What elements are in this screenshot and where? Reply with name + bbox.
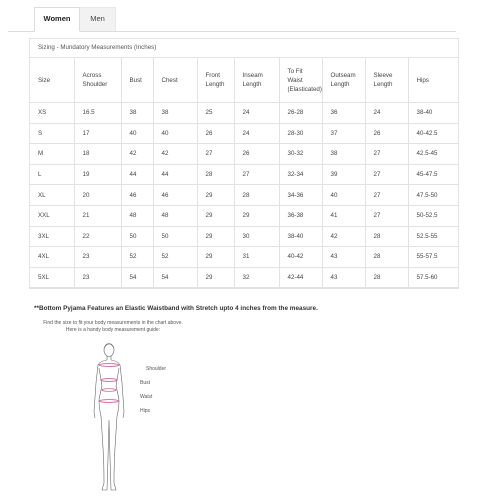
hips-label: Hips [140, 408, 151, 414]
measurement-cell: 50 [121, 226, 153, 247]
measurement-cell: 27 [234, 164, 279, 185]
size-cell: 4XL [30, 247, 74, 268]
measurement-cell: 26 [197, 123, 234, 144]
measurement-cell: 28 [365, 226, 408, 247]
measurement-cell: 43 [322, 267, 365, 288]
column-header-line: Inseam [242, 72, 263, 79]
measurement-cell: 28 [197, 164, 234, 185]
measurement-cell: 44 [153, 164, 197, 185]
size-cell: S [30, 123, 74, 144]
size-cell: 5XL [30, 267, 74, 288]
measurement-cell: 50-52.5 [408, 205, 458, 226]
measurement-cell: 27 [197, 144, 234, 165]
measurement-cell: 43 [322, 247, 365, 268]
size-cell: L [30, 164, 74, 185]
measurement-cell: 28 [365, 247, 408, 268]
measurement-cell: 38 [121, 103, 153, 124]
guide-intro-line-2: Here is a handy body measurement guide: [65, 327, 161, 333]
measurement-cell: 38 [322, 144, 365, 165]
table-row [30, 123, 458, 144]
measurement-cell: 23 [74, 267, 121, 288]
table-header-row [30, 58, 458, 103]
guide-intro-line-1: Find the size to fit your body measurements in the chart above. [43, 320, 183, 326]
table-row [30, 185, 458, 206]
measurement-cell: 24 [234, 123, 279, 144]
column-header-line: Chest [161, 76, 178, 84]
measurement-cell: 39 [322, 164, 365, 185]
table-body [30, 103, 458, 288]
measurement-cell: 27 [365, 205, 408, 226]
table-row [30, 226, 458, 247]
measurement-cell: 42-44 [279, 267, 322, 288]
size-chart-tabs [8, 7, 456, 32]
measurement-cell: 27 [365, 164, 408, 185]
size-table-panel [29, 38, 459, 289]
table-row [30, 164, 458, 185]
measurement-cell: 34-36 [279, 185, 322, 206]
measurement-cell: 38 [153, 103, 197, 124]
column-header-line: To Fit [287, 67, 303, 75]
column-header-line: Outseam [330, 72, 356, 79]
measurement-cell: 40 [153, 123, 197, 144]
column-header [153, 58, 197, 103]
bust-measure-line [101, 379, 117, 382]
size-cell: XXL [30, 205, 74, 226]
measurement-cell: 29 [197, 226, 234, 247]
measurement-cell: 27 [365, 185, 408, 206]
table-row [30, 267, 458, 288]
size-cell: M [30, 144, 74, 165]
measurement-cell: 29 [197, 185, 234, 206]
measurement-cell: 47.5-50 [408, 185, 458, 206]
measurement-cell: 25 [197, 103, 234, 124]
measurement-cell: 36-38 [279, 205, 322, 226]
measurement-cell: 29 [197, 205, 234, 226]
column-header [74, 58, 121, 103]
measurement-cell: 54 [153, 267, 197, 288]
column-header-line: Length [373, 81, 393, 88]
measurement-cell: 42 [322, 226, 365, 247]
measurement-cell: 48 [121, 205, 153, 226]
measurement-cell: 31 [234, 247, 279, 268]
measurement-cell: 29 [234, 205, 279, 226]
shoulder-label: Shoulder [146, 366, 167, 372]
column-header-line: Sleeve [373, 72, 393, 79]
size-cell: XS [30, 103, 74, 124]
column-header-line: Bust [129, 76, 142, 84]
column-header-line: Shoulder [82, 81, 108, 88]
table-caption: Sizing - Mundatory Measurements (Inches) [30, 39, 458, 58]
column-header [121, 58, 153, 103]
measurement-cell: 36 [322, 103, 365, 124]
column-header-line: Hips [416, 76, 429, 84]
shoulder-measure-line [99, 364, 119, 367]
measurement-cell: 24 [365, 103, 408, 124]
measurement-cell: 29 [197, 267, 234, 288]
measurement-cell: 46 [153, 185, 197, 206]
elastic-waistband-note: **Bottom Pyjama Features an Elastic Waistband with Stretch upto 4 inches from the measure. [34, 305, 318, 312]
measurement-cell: 30-32 [279, 144, 322, 165]
measurement-cell: 28 [234, 185, 279, 206]
measurement-guide-intro [38, 320, 188, 334]
measurement-cell: 55-57.5 [408, 247, 458, 268]
measurement-cell: 16.5 [74, 103, 121, 124]
measurement-cell: 20 [74, 185, 121, 206]
measurement-cell: 32 [234, 267, 279, 288]
measurement-cell: 44 [121, 164, 153, 185]
column-header [279, 58, 322, 103]
measurement-cell: 23 [74, 247, 121, 268]
measurement-cell: 40 [121, 123, 153, 144]
measurement-cell: 46 [121, 185, 153, 206]
measurement-cell: 28-30 [279, 123, 322, 144]
measurement-cell: 17 [74, 123, 121, 144]
column-header-line: Waist [287, 76, 303, 84]
table-row [30, 103, 458, 124]
tab-men[interactable]: Men [80, 7, 116, 31]
measurement-cell: 26 [365, 123, 408, 144]
measurement-cell: 45-47.5 [408, 164, 458, 185]
column-header-line: Across [82, 72, 102, 79]
measurement-cell: 26 [234, 144, 279, 165]
column-header-line: Length [330, 81, 350, 88]
column-header-line: Length [242, 81, 262, 88]
measurement-cell: 52 [121, 247, 153, 268]
waist-label: Waist [140, 394, 153, 400]
table-row [30, 205, 458, 226]
column-header [234, 58, 279, 103]
measurement-cell: 32-34 [279, 164, 322, 185]
bust-label: Bust [140, 380, 151, 386]
measurement-cell: 26-28 [279, 103, 322, 124]
measurement-cell: 38-40 [408, 103, 458, 124]
column-header-line: Length [205, 81, 225, 88]
measurement-cell: 48 [153, 205, 197, 226]
waist-measure-line [102, 389, 116, 392]
column-header [30, 58, 74, 103]
column-header-line: Front [205, 72, 220, 79]
table-row [30, 247, 458, 268]
measurement-cell: 27 [365, 144, 408, 165]
measurement-cell: 50 [153, 226, 197, 247]
measurement-cell: 57.5-60 [408, 267, 458, 288]
table-row [30, 144, 458, 165]
measurement-cell: 54 [121, 267, 153, 288]
column-header [408, 58, 458, 103]
measurement-cell: 52.5-55 [408, 226, 458, 247]
tab-women[interactable]: Women [34, 7, 80, 32]
measurement-cell: 37 [322, 123, 365, 144]
measurement-cell: 29 [197, 247, 234, 268]
figure-torso-legs [99, 368, 119, 490]
measurement-cell: 22 [74, 226, 121, 247]
measurement-cell: 30 [234, 226, 279, 247]
body-measurement-figure [86, 338, 176, 498]
measurement-cell: 42 [121, 144, 153, 165]
column-header-line: (Elasticated) [287, 85, 322, 93]
measurement-cell: 52 [153, 247, 197, 268]
figure-hair [104, 344, 114, 348]
size-cell: 3XL [30, 226, 74, 247]
measurement-cell: 38-40 [279, 226, 322, 247]
size-cell: XL [30, 185, 74, 206]
measurement-cell: 24 [234, 103, 279, 124]
measurement-cell: 28 [365, 267, 408, 288]
size-table [30, 58, 458, 288]
measurement-cell: 40-42.5 [408, 123, 458, 144]
measurement-cell: 19 [74, 164, 121, 185]
measurement-cell: 42.5-45 [408, 144, 458, 165]
measurement-cell: 21 [74, 205, 121, 226]
measurement-cell: 40-42 [279, 247, 322, 268]
measurement-cell: 40 [322, 185, 365, 206]
figure-head [104, 344, 114, 357]
measurement-cell: 41 [322, 205, 365, 226]
column-header [322, 58, 365, 103]
measurement-cell: 18 [74, 144, 121, 165]
column-header [365, 58, 408, 103]
hips-measure-line [100, 400, 119, 403]
measurement-cell: 42 [153, 144, 197, 165]
column-header-line: Size [38, 76, 51, 84]
body-silhouette-illustration [86, 338, 176, 498]
column-header [197, 58, 234, 103]
